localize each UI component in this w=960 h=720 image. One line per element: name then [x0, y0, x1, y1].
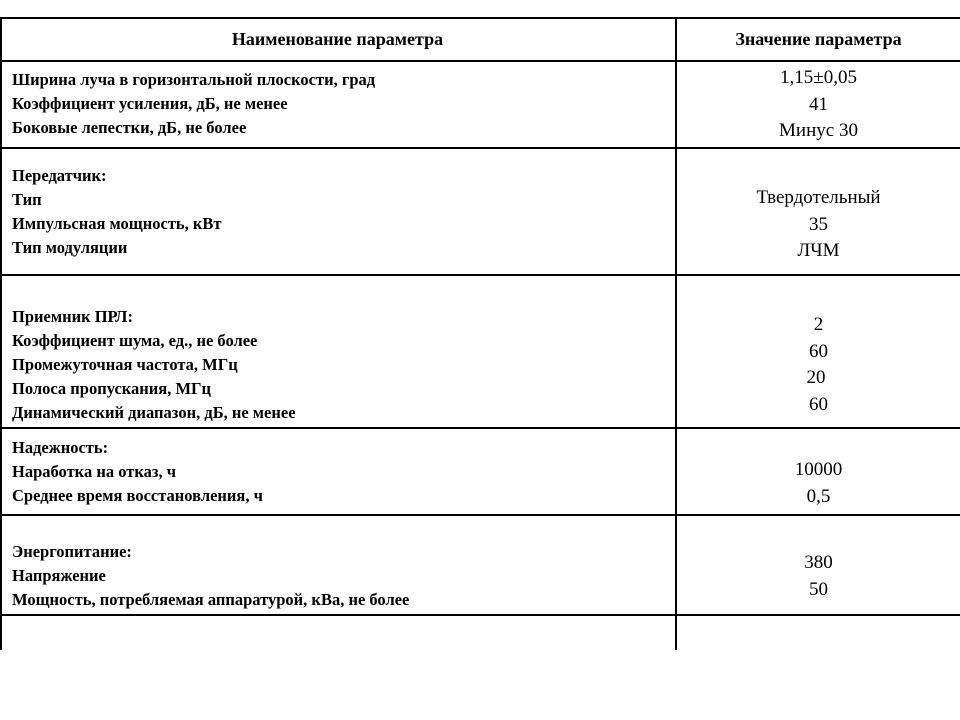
value-line: 50 [809, 578, 828, 600]
value-line: Минус 30 [779, 120, 858, 141]
param-cell [12, 540, 672, 612]
param-cell [12, 68, 672, 140]
param-line: Полоса пропускания, МГц [12, 379, 212, 398]
value-line: 60 [809, 341, 828, 362]
row-divider [0, 147, 960, 149]
value-line: 60 [809, 394, 828, 415]
param-line: Напряжение [12, 566, 106, 585]
param-line: Надежность: [12, 438, 109, 457]
param-line: Передатчик: [12, 166, 107, 185]
value-line: 10000 [794, 459, 843, 480]
row-divider [0, 614, 960, 616]
param-cell [12, 305, 672, 425]
param-line: Импульсная мощность, кВт [12, 214, 222, 233]
value-line: 0,5 [806, 485, 831, 507]
param-line: Коэффициент усиления, дБ, не менее [12, 94, 288, 113]
value-line: 41 [809, 93, 828, 115]
value-cell [677, 65, 960, 145]
value-line: 20 [806, 367, 826, 388]
param-line: Мощность, потребляемая аппаратурой, кВа, не более [12, 590, 410, 609]
param-line: Коэффициент шума, ед., не более [12, 331, 258, 350]
value-line: 2 [813, 314, 824, 335]
value-line: Твердотельный [756, 187, 881, 208]
param-cell [12, 164, 672, 260]
param-line: Динамический диапазон, дБ, не менее [12, 403, 296, 422]
param-line: Промежуточная частота, МГц [12, 355, 238, 374]
param-line: Тип [12, 190, 42, 209]
param-line: Приемник ПРЛ: [12, 307, 133, 326]
param-line: Тип модуляции [12, 238, 128, 257]
table-left-border [0, 17, 2, 650]
row-divider [0, 514, 960, 516]
row-divider [0, 427, 960, 429]
value-cell [677, 185, 960, 265]
row-divider [0, 274, 960, 276]
header-value: Значение параметра [735, 28, 902, 49]
value-line: 1,15±0,05 [780, 67, 857, 88]
param-cell [12, 436, 672, 508]
param-line: Среднее время восстановления, ч [12, 486, 263, 505]
param-line: Наработка на отказ, ч [12, 462, 177, 481]
value-line: ЛЧМ [797, 240, 840, 261]
value-cell [677, 457, 960, 510]
param-line: Энергопитание: [12, 542, 132, 561]
value-line: 380 [804, 552, 833, 573]
value-cell [677, 550, 960, 603]
param-line: Ширина луча в горизонтальной плоскости, град [12, 70, 376, 89]
header-param: Наименование параметра [231, 28, 444, 49]
param-line: Боковые лепестки, дБ, не более [12, 118, 247, 137]
value-line: 35 [809, 213, 828, 235]
